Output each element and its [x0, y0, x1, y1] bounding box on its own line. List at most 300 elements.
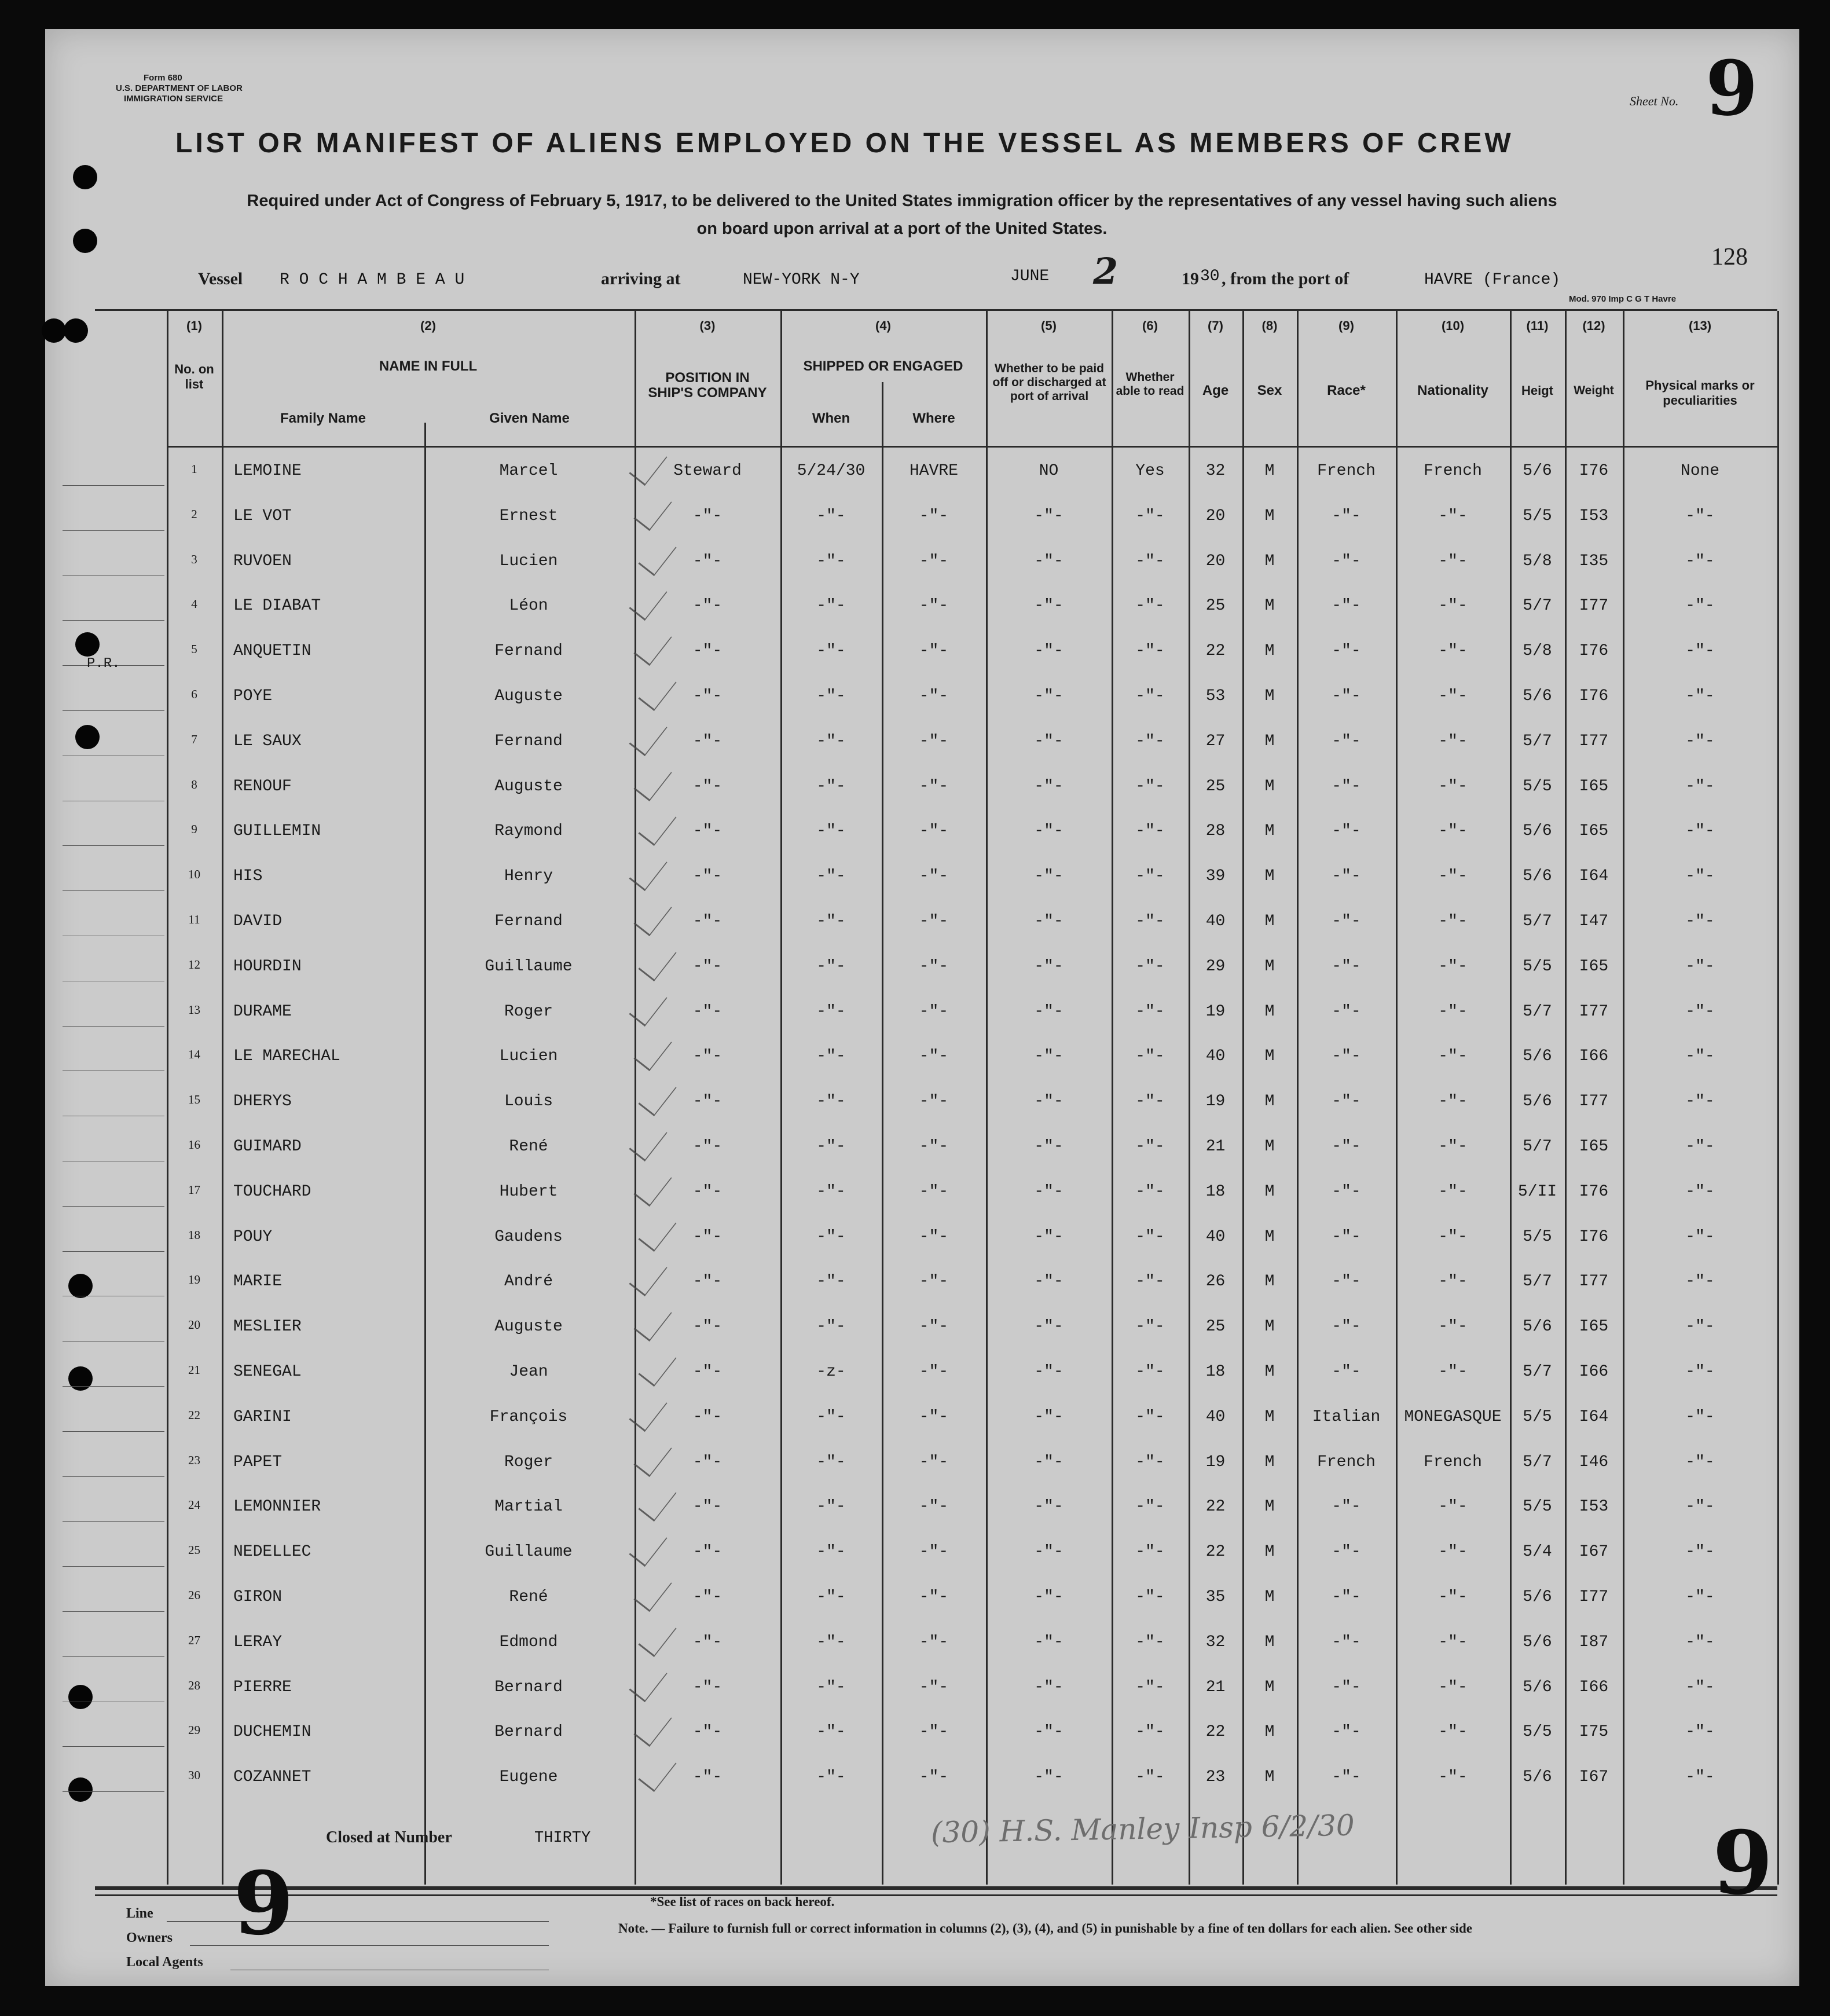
punch-hole	[68, 1685, 93, 1709]
cell-age: 25	[1205, 1318, 1226, 1336]
cell-given: Bernard	[494, 1723, 563, 1742]
punch-hole	[68, 1777, 93, 1802]
cell-weight: I76	[1579, 687, 1609, 705]
cell-race: -"-	[1332, 1093, 1361, 1111]
cell-where: -"-	[919, 1047, 949, 1066]
cell-weight: I53	[1579, 507, 1609, 525]
department-name: U.S. DEPARTMENT OF LABOR	[116, 83, 243, 93]
cell-paid: -"-	[1034, 867, 1063, 886]
cell-paid: -"-	[1034, 1768, 1063, 1787]
cell-read: -"-	[1135, 957, 1165, 976]
sheet-number-label: Sheet No.	[1630, 94, 1679, 108]
cell-read: -"-	[1135, 1453, 1165, 1471]
cell-no: 29	[188, 1723, 200, 1738]
cell-race: -"-	[1332, 822, 1361, 841]
cell-no: 15	[188, 1093, 200, 1107]
cell-read: -"-	[1135, 642, 1165, 661]
cell-paid: -"-	[1034, 1498, 1063, 1516]
col-age: Age	[1202, 383, 1229, 398]
cell-where: HAVRE	[909, 462, 958, 480]
punch-hole	[73, 165, 97, 189]
cell-read: -"-	[1135, 1498, 1165, 1516]
cell-paid: -"-	[1034, 507, 1063, 525]
col-4-number: (4)	[875, 318, 891, 333]
cell-read: -"-	[1135, 1093, 1165, 1111]
cell-weight: I77	[1579, 1273, 1609, 1291]
sheet-number: 9	[1706, 44, 1758, 133]
cell-position: -"-	[692, 1047, 723, 1066]
inspector-signature: (30) H.S. Manley Insp 6/2/30	[930, 1808, 1355, 1850]
cell-marks: -"-	[1685, 1588, 1715, 1606]
cell-when: -"-	[816, 1453, 846, 1471]
cell-when: -"-	[816, 732, 846, 750]
cell-family: HIS	[233, 867, 263, 886]
cell-given: Auguste	[494, 687, 563, 705]
row-margin-rule	[63, 1386, 164, 1387]
cell-no: 2	[191, 507, 197, 521]
cell-nationality: -"-	[1438, 1047, 1468, 1066]
cell-family: DUCHEMIN	[233, 1723, 311, 1742]
cell-height: 5/6	[1523, 1318, 1552, 1336]
col-race: Race*	[1327, 383, 1366, 398]
cell-weight: I64	[1579, 1407, 1609, 1426]
departure-port: HAVRE (France)	[1424, 271, 1561, 289]
cell-paid: -"-	[1034, 1363, 1063, 1381]
cell-where: -"-	[919, 1588, 949, 1606]
cell-paid: -"-	[1034, 1723, 1063, 1742]
cell-weight: I75	[1579, 1723, 1609, 1742]
cell-given: Henry	[504, 867, 553, 886]
punch-hole	[68, 1366, 93, 1391]
cell-given: René	[509, 1138, 548, 1156]
cell-paid: -"-	[1034, 732, 1063, 750]
cell-height: 5/6	[1523, 1633, 1552, 1651]
cell-position: -"-	[692, 1363, 723, 1381]
cell-age: 19	[1205, 1002, 1226, 1021]
cell-height: 5/7	[1523, 732, 1552, 750]
cell-no: 18	[188, 1227, 200, 1242]
cell-paid: -"-	[1034, 1588, 1063, 1606]
cell-marks: -"-	[1685, 822, 1715, 841]
closed-at-value: THIRTY	[534, 1830, 591, 1847]
cell-paid: -"-	[1034, 1678, 1063, 1696]
cell-weight: I53	[1579, 1498, 1609, 1516]
cell-weight: I87	[1579, 1633, 1609, 1651]
cell-family: POYE	[233, 687, 273, 705]
cell-family: DAVID	[233, 912, 283, 930]
cell-family: ANQUETIN	[233, 642, 311, 661]
cell-nationality: -"-	[1438, 1633, 1468, 1651]
cell-age: 19	[1205, 1453, 1226, 1471]
cell-read: -"-	[1135, 1407, 1165, 1426]
cell-race: -"-	[1332, 732, 1361, 750]
col-11-number: (11)	[1526, 318, 1549, 333]
cell-no: 10	[188, 867, 200, 882]
cell-when: -"-	[816, 912, 846, 930]
cell-given: Hubert	[499, 1182, 558, 1201]
cell-age: 22	[1205, 1543, 1226, 1562]
form-number: Form 680	[144, 73, 182, 83]
cell-marks: -"-	[1685, 1633, 1715, 1651]
cell-height: 5/6	[1523, 1047, 1552, 1066]
cell-height: 5/6	[1523, 867, 1552, 886]
cell-where: -"-	[919, 1093, 949, 1111]
cell-race: -"-	[1332, 777, 1361, 796]
cell-where: -"-	[919, 1453, 949, 1471]
cell-no: 22	[188, 1407, 200, 1422]
cell-marks: -"-	[1685, 552, 1715, 570]
col-height: Heigt	[1521, 383, 1553, 398]
cell-paid: -"-	[1034, 1182, 1063, 1201]
cell-sex: M	[1264, 507, 1275, 525]
cell-family: LEMONNIER	[233, 1498, 321, 1516]
cell-position: -"-	[692, 552, 723, 570]
cell-nationality: -"-	[1438, 867, 1468, 886]
cell-paid: -"-	[1034, 1633, 1063, 1651]
cell-marks: -"-	[1685, 1093, 1715, 1111]
cell-sex: M	[1264, 1093, 1275, 1111]
cell-marks: -"-	[1685, 867, 1715, 886]
cell-where: -"-	[919, 777, 949, 796]
cell-marks: -"-	[1685, 1543, 1715, 1562]
cell-race: -"-	[1332, 1002, 1361, 1021]
cell-read: -"-	[1135, 1543, 1165, 1562]
cell-age: 22	[1205, 642, 1226, 661]
arrival-day: 2	[1093, 250, 1118, 292]
closed-at-label: Closed at Number	[326, 1828, 452, 1846]
cell-paid: -"-	[1034, 1273, 1063, 1291]
cell-sex: M	[1264, 1407, 1275, 1426]
cell-when: -z-	[816, 1363, 846, 1381]
cell-sex: M	[1264, 597, 1275, 615]
cell-where: -"-	[919, 642, 949, 661]
column-divider	[1777, 311, 1779, 1885]
cell-height: 5/6	[1523, 687, 1552, 705]
cell-read: -"-	[1135, 1723, 1165, 1742]
cell-marks: -"-	[1685, 1318, 1715, 1336]
cell-sex: M	[1264, 1318, 1275, 1336]
cell-read: -"-	[1135, 1047, 1165, 1066]
cell-nationality: French	[1424, 1453, 1482, 1471]
cell-nationality: -"-	[1438, 1363, 1468, 1381]
cell-weight: I66	[1579, 1678, 1609, 1696]
cell-age: 26	[1205, 1273, 1226, 1291]
cell-family: NEDELLEC	[233, 1543, 311, 1562]
cell-position: -"-	[692, 1633, 723, 1651]
cell-no: 11	[188, 912, 200, 926]
cell-paid: -"-	[1034, 912, 1063, 930]
cell-weight: I65	[1579, 1318, 1609, 1336]
cell-when: -"-	[816, 1588, 846, 1606]
cell-nationality: French	[1424, 462, 1482, 480]
cell-sex: M	[1264, 1363, 1275, 1381]
subtitle-line-2: on board upon arrival at a port of the United States.	[696, 219, 1107, 238]
cell-race: -"-	[1332, 507, 1361, 525]
cell-where: -"-	[919, 552, 949, 570]
cell-position: -"-	[692, 1768, 723, 1787]
cell-family: GUIMARD	[233, 1138, 302, 1156]
cell-given: Roger	[504, 1002, 553, 1021]
cell-read: -"-	[1135, 1002, 1165, 1021]
row-margin-rule	[63, 890, 164, 891]
cell-race: -"-	[1332, 957, 1361, 976]
cell-race: -"-	[1332, 1363, 1361, 1381]
cell-height: 5/7	[1523, 1273, 1552, 1291]
cell-age: 20	[1205, 552, 1226, 570]
cell-where: -"-	[919, 1723, 949, 1742]
cell-height: 5/7	[1523, 1453, 1552, 1471]
cell-weight: I65	[1579, 822, 1609, 841]
cell-sex: M	[1264, 1273, 1275, 1291]
cell-family: POUY	[233, 1227, 273, 1246]
cell-paid: -"-	[1034, 1002, 1063, 1021]
cell-position: Steward	[673, 462, 742, 480]
cell-nationality: -"-	[1438, 1182, 1468, 1201]
cell-where: -"-	[919, 1138, 949, 1156]
col-no-on-list: No. on list	[174, 362, 214, 391]
stamped-nine-left: 9	[233, 1853, 294, 1955]
cell-when: -"-	[816, 1498, 846, 1516]
cell-no: 28	[188, 1678, 200, 1692]
cell-height: 5/5	[1523, 1407, 1552, 1426]
col-physical-marks: Physical marks or peculiarities	[1645, 378, 1755, 408]
cell-race: -"-	[1332, 1543, 1361, 1562]
stamp-number: 128	[1711, 244, 1748, 270]
cell-nationality: -"-	[1438, 1498, 1468, 1516]
cell-given: Guillaume	[485, 1543, 573, 1562]
cell-position: -"-	[692, 912, 723, 930]
cell-family: LE SAUX	[233, 732, 302, 750]
cell-family: PIERRE	[233, 1678, 292, 1696]
cell-given: Guillaume	[485, 957, 573, 976]
cell-where: -"-	[919, 1633, 949, 1651]
cell-marks: -"-	[1685, 687, 1715, 705]
page-title: LIST OR MANIFEST OF ALIENS EMPLOYED ON THE VESSEL AS MEMBERS OF CREW	[175, 128, 1514, 159]
cell-race: -"-	[1332, 1182, 1361, 1201]
cell-age: 22	[1205, 1723, 1226, 1742]
from-port-label: , from the port of	[1222, 269, 1349, 288]
cell-read: -"-	[1135, 1678, 1165, 1696]
col-13-number: (13)	[1688, 318, 1712, 333]
arriving-label: arriving at	[601, 269, 681, 288]
cell-sex: M	[1264, 1138, 1275, 1156]
cell-paid: -"-	[1034, 1227, 1063, 1246]
cell-where: -"-	[919, 1768, 949, 1787]
cell-given: Lucien	[499, 1047, 558, 1066]
cell-where: -"-	[919, 912, 949, 930]
row-margin-rule	[63, 1746, 164, 1747]
cell-weight: I76	[1579, 462, 1609, 480]
cell-nationality: -"-	[1438, 1002, 1468, 1021]
cell-read: -"-	[1135, 912, 1165, 930]
cell-position: -"-	[692, 822, 723, 841]
cell-height: 5/7	[1523, 1002, 1552, 1021]
footer-owners-label: Owners	[126, 1930, 173, 1945]
cell-marks: -"-	[1685, 597, 1715, 615]
cell-nationality: -"-	[1438, 732, 1468, 750]
year-suffix: 30	[1200, 267, 1220, 285]
cell-weight: I65	[1579, 957, 1609, 976]
row-margin-rule	[63, 530, 164, 531]
cell-given: Ernest	[499, 507, 558, 525]
cell-marks: -"-	[1685, 957, 1715, 976]
cell-race: -"-	[1332, 1723, 1361, 1742]
cell-given: Martial	[494, 1498, 563, 1516]
cell-no: 20	[188, 1318, 200, 1332]
punch-hole	[73, 229, 97, 253]
cell-race: -"-	[1332, 1047, 1361, 1066]
cell-sex: M	[1264, 1543, 1275, 1562]
cell-paid: -"-	[1034, 1407, 1063, 1426]
cell-position: -"-	[692, 1678, 723, 1696]
cell-where: -"-	[919, 687, 949, 705]
cell-no: 6	[191, 687, 197, 701]
cell-given: André	[504, 1273, 553, 1291]
cell-sex: M	[1264, 1768, 1275, 1787]
cell-nationality: -"-	[1438, 1093, 1468, 1111]
cell-sex: M	[1264, 777, 1275, 796]
punch-hole	[64, 318, 88, 343]
punch-hole	[75, 725, 100, 749]
cell-no: 24	[188, 1498, 200, 1512]
cell-race: -"-	[1332, 1768, 1361, 1787]
cell-family: DHERYS	[233, 1093, 292, 1111]
races-note: *See list of races on back hereof.	[650, 1894, 835, 1909]
cell-sex: M	[1264, 552, 1275, 570]
cell-marks: None	[1680, 462, 1720, 480]
cell-paid: -"-	[1034, 597, 1063, 615]
cell-given: Raymond	[494, 822, 563, 841]
cell-height: 5/5	[1523, 1498, 1552, 1516]
cell-nationality: -"-	[1438, 1273, 1468, 1291]
cell-nationality: -"-	[1438, 1588, 1468, 1606]
col-paid-off: Whether to be paid off or discharged at port of arrival	[992, 362, 1106, 403]
cell-marks: -"-	[1685, 1273, 1715, 1291]
cell-no: 30	[188, 1768, 200, 1783]
cell-when: -"-	[816, 1227, 846, 1246]
cell-weight: I67	[1579, 1768, 1609, 1787]
cell-weight: I66	[1579, 1047, 1609, 1066]
cell-given: Auguste	[494, 1318, 563, 1336]
cell-sex: M	[1264, 642, 1275, 661]
cell-read: -"-	[1135, 552, 1165, 570]
col-able-to-read: Whether able to read	[1116, 371, 1184, 398]
cell-marks: -"-	[1685, 1002, 1715, 1021]
cell-marks: -"-	[1685, 1678, 1715, 1696]
cell-when: 5/24/30	[797, 462, 866, 480]
cell-race: French	[1317, 1453, 1376, 1471]
cell-marks: -"-	[1685, 1498, 1715, 1516]
cell-no: 4	[191, 597, 197, 611]
cell-when: -"-	[816, 777, 846, 796]
cell-where: -"-	[919, 1543, 949, 1562]
cell-family: LE DIABAT	[233, 597, 321, 615]
cell-position: -"-	[692, 732, 723, 750]
cell-weight: I77	[1579, 597, 1609, 615]
cell-weight: I77	[1579, 1093, 1609, 1111]
cell-given: Auguste	[494, 777, 563, 796]
cell-given: Marcel	[499, 462, 558, 480]
col-shipped-engaged: SHIPPED OR ENGAGED	[803, 358, 963, 374]
cell-paid: -"-	[1034, 1318, 1063, 1336]
col-9-number: (9)	[1338, 318, 1354, 333]
cell-when: -"-	[816, 867, 846, 886]
cell-height: 5/5	[1523, 507, 1552, 525]
cell-marks: -"-	[1685, 732, 1715, 750]
cell-height: 5/II	[1517, 1182, 1557, 1201]
cell-family: PAPET	[233, 1453, 283, 1471]
cell-nationality: -"-	[1438, 507, 1468, 525]
cell-position: -"-	[692, 1227, 723, 1246]
cell-where: -"-	[919, 867, 949, 886]
cell-race: -"-	[1332, 1273, 1361, 1291]
cell-race: -"-	[1332, 1633, 1361, 1651]
cell-read: -"-	[1135, 867, 1165, 886]
cell-sex: M	[1264, 1047, 1275, 1066]
cell-marks: -"-	[1685, 1227, 1715, 1246]
col-1-number: (1)	[186, 318, 202, 333]
cell-nationality: -"-	[1438, 1678, 1468, 1696]
cell-position: -"-	[692, 1407, 723, 1426]
cell-marks: -"-	[1685, 1138, 1715, 1156]
cell-family: MESLIER	[233, 1318, 302, 1336]
year-prefix: 19	[1182, 269, 1199, 288]
row-margin-rule	[63, 1521, 164, 1522]
cell-when: -"-	[816, 642, 846, 661]
cell-race: -"-	[1332, 1227, 1361, 1246]
punch-hole	[75, 632, 100, 657]
cell-weight: I76	[1579, 642, 1609, 661]
cell-height: 5/8	[1523, 552, 1552, 570]
cell-height: 5/5	[1523, 777, 1552, 796]
cell-sex: M	[1264, 867, 1275, 886]
cell-read: -"-	[1135, 1318, 1165, 1336]
cell-paid: -"-	[1034, 552, 1063, 570]
punch-hole	[68, 1274, 93, 1298]
cell-position: -"-	[692, 597, 723, 615]
cell-family: HOURDIN	[233, 957, 302, 976]
cell-race: -"-	[1332, 642, 1361, 661]
cell-no: 14	[188, 1047, 200, 1062]
cell-race: -"-	[1332, 1678, 1361, 1696]
cell-given: Jean	[509, 1363, 548, 1381]
cell-position: -"-	[692, 1723, 723, 1742]
col-8-number: (8)	[1261, 318, 1278, 333]
cell-when: -"-	[816, 1002, 846, 1021]
cell-read: -"-	[1135, 1768, 1165, 1787]
cell-sex: M	[1264, 1723, 1275, 1742]
cell-position: -"-	[692, 777, 723, 796]
cell-read: -"-	[1135, 1273, 1165, 1291]
cell-sex: M	[1264, 1002, 1275, 1021]
cell-given: Eugene	[499, 1768, 558, 1787]
cell-given: Gaudens	[494, 1227, 563, 1246]
cell-when: -"-	[816, 1543, 846, 1562]
footer-line-rule	[167, 1921, 549, 1922]
cell-marks: -"-	[1685, 1363, 1715, 1381]
cell-when: -"-	[816, 1093, 846, 1111]
cell-no: 1	[191, 462, 197, 476]
cell-race: -"-	[1332, 1588, 1361, 1606]
cell-weight: I77	[1579, 1588, 1609, 1606]
cell-nationality: -"-	[1438, 912, 1468, 930]
cell-sex: M	[1264, 1182, 1275, 1201]
cell-family: MARIE	[233, 1273, 283, 1291]
cell-age: 40	[1205, 1227, 1226, 1246]
cell-where: -"-	[919, 1273, 949, 1291]
col-10-number: (10)	[1441, 318, 1465, 333]
cell-no: 7	[191, 732, 197, 746]
